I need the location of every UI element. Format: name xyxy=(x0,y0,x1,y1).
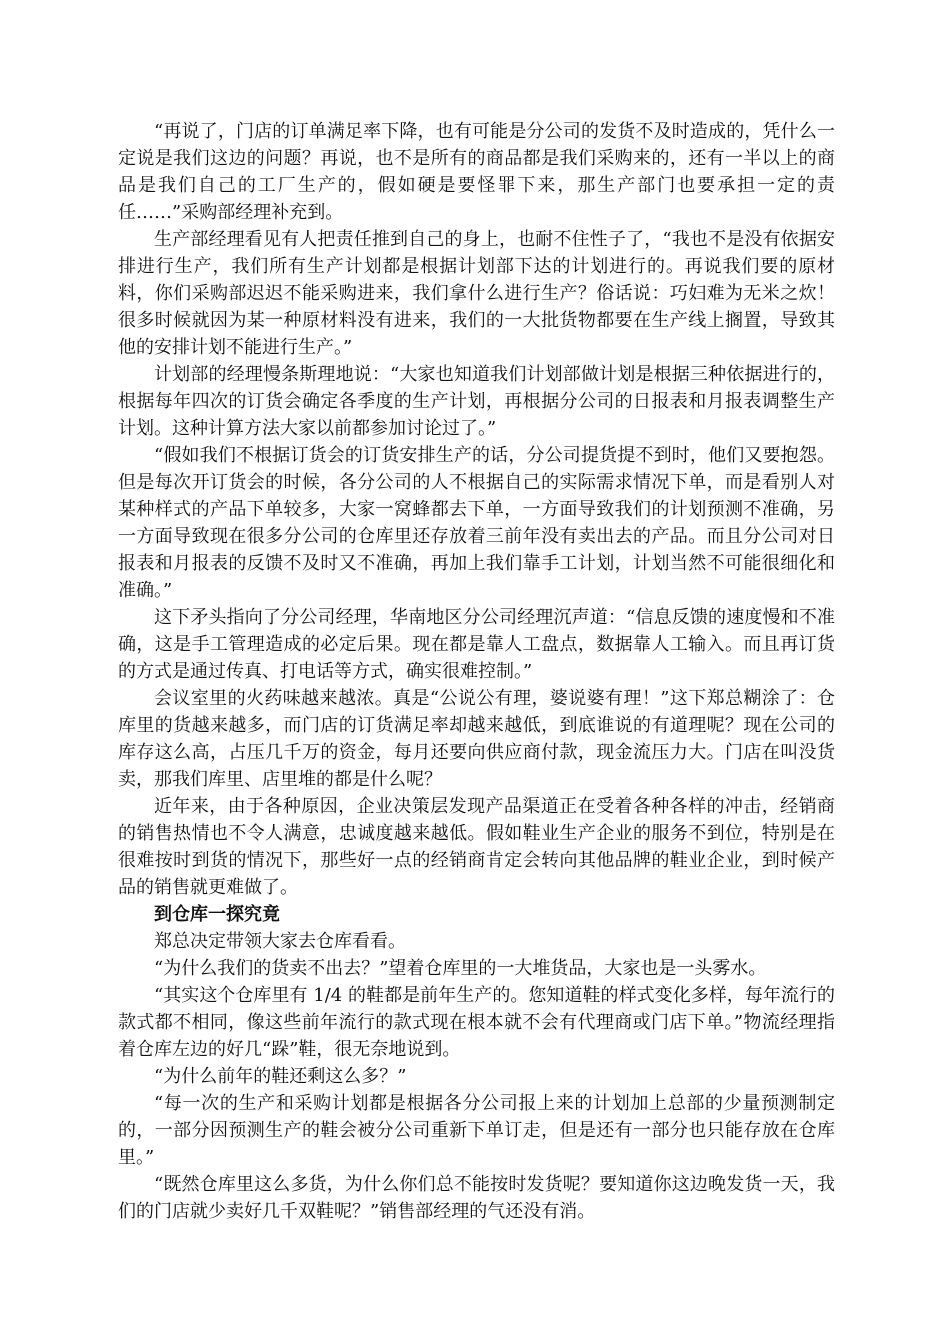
paragraph-forecast: “每一次的生产和采购计划都是根据各分公司报上来的计划加上总部的少量预测制定的，一部分因预测生产的鞋会被分公司重新下单订走，但是还有一部分也只能存放在仓库里。” xyxy=(118,1093,835,1168)
paragraph-sales-manager: “既然仓库里这么多货，为什么你们总不能按时发货呢？要知道你这边晚发货一天，我们的门店就少卖好几千双鞋呢？”销售部经理的气还没有消。 xyxy=(118,1174,835,1222)
paragraph-why-left: “为什么前年的鞋还剩这么多？” xyxy=(154,1066,407,1087)
section-heading: 到仓库一探究竟 xyxy=(154,904,280,925)
paragraph-meeting-room: 会议室里的火药味越来越浓。真是“公说公有理，婆说婆有理！”这下郑总糊涂了：仓库里的货越来越多，而门店的订货满足率却越来越低，到底谁说的有道理呢？现在公司的库存这么高，占压几千万的资金，每月还要向供应商付款，现金流压力大。门店在叫没货卖，那我们库里、店里堆的都是什么呢？ xyxy=(118,688,835,790)
paragraph-logistics-manager: “其实这个仓库里有 1/4 的鞋都是前年生产的。您知道鞋的样式变化多样，每年流行的款式都不相同，像这些前年流行的款式现在根本就不会有代理商或门店下单。”物流经理指着仓库左边的好几“跺”鞋，很无奈地说到。 xyxy=(118,985,835,1060)
paragraph-recent-years: 近年来，由于各种原因，企业决策层发现产品渠道正在受着各种各样的冲击，经销商的销售热情也不令人满意，忠诚度越来越低。假如鞋业生产企业的服务不到位，特别是在很难按时到货的情况下，那些好一点的经销商肯定会转向其他品牌的鞋业企业，到时候产品的销售就更难做了。 xyxy=(118,796,835,898)
paragraph-ordering-meeting: “假如我们不根据订货会的订货安排生产的话，分公司提货提不到时，他们又要抱怨。但是每次开订货会的时候，各分公司的人不根据自己的实际需求情况下单，而是看别人对某种样式的产品下单较多，大家一窝蜂都去下单，一方面导致我们的计划预测不准确，另一方面导致现在很多分公司的仓库里还存放着三前年没有卖出去的产品。而且分公司对日报表和月报表的反馈不及时又不准确，再加上我们靠手工计划，计划当然不可能很细化和准确。” xyxy=(118,445,835,601)
paragraph-purchasing-manager: “再说了，门店的订单满足率下降，也有可能是分公司的发货不及时造成的，凭什么一定说是我们这边的问题？再说，也不是所有的商品都是我们采购来的，还有一半以上的商品是我们自己的工厂生产的，假如硬是要怪罪下来，那生产部门也要承担一定的责任……”采购部经理补充到。 xyxy=(118,121,835,223)
paragraph-production-manager: 生产部经理看见有人把责任推到自己的身上，也耐不住性子了，“我也不是没有依据安排进行生产，我们所有生产计划都是根据计划部下达的计划进行的。再说我们要的原材料，你们采购部迟迟不能采购进来，我们拿什么进行生产？俗话说：巧妇难为无米之炊！很多时候就因为某一种原材料没有进来，我们的一大批货物都要在生产线上搁置，导致其他的安排计划不能进行生产。” xyxy=(118,229,835,358)
paragraph-why-not-sell: “为什么我们的货卖不出去？”望着仓库里的一大堆货品，大家也是一头雾水。 xyxy=(154,958,767,979)
paragraph-branch-manager: 这下矛头指向了分公司经理，华南地区分公司经理沉声道：“信息反馈的速度慢和不准确，这是手工管理造成的必定后果。现在都是靠人工盘点，数据靠人工输入。而且再订货的方式是通过传真、打电话等方式，确实很难控制。” xyxy=(118,607,835,682)
paragraph-warehouse-visit: 郑总决定带领大家去仓库看看。 xyxy=(154,931,406,952)
document-page xyxy=(118,118,835,1225)
paragraph-planning-manager: 计划部的经理慢条斯理地说：“大家也知道我们计划部做计划是根据三种依据进行的，根据每年四次的订货会确定各季度的生产计划，再根据分公司的日报表和月报表调整生产计划。这种计算方法大家以前都参加讨论过了。” xyxy=(118,364,835,439)
